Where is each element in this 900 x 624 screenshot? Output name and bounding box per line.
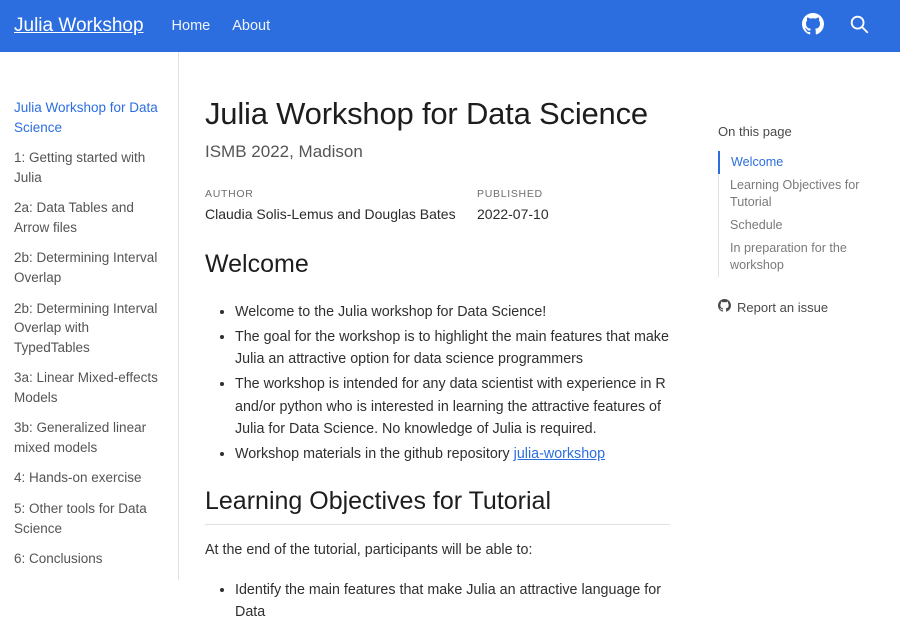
sidebar-item-determining-interval-overlap[interactable]: 2b: Determining Interval Overlap [14,250,158,285]
sidebar-item-generalized-linear-mixed-models[interactable]: 3b: Generalized linear mixed models [14,420,147,455]
list-item: • The goal for the workshop is to highlight the main features that make Julia an attractive option for data science programmers [235,326,670,370]
left-sidebar [0,52,179,580]
nav-links [172,18,271,34]
nav-link-home[interactable]: Home [171,18,211,34]
meta-published-value: 2022-07-10 [477,206,549,222]
nav-link-about[interactable]: About [232,18,271,34]
toc-list [718,151,882,277]
github-icon[interactable] [802,13,824,40]
sidebar-item-other-tools-for-data-science[interactable]: 5: Other tools for Data Science [14,501,147,536]
github-mark-icon [718,299,731,315]
search-icon[interactable] [848,13,870,40]
page-title: Julia Workshop for Data Science [205,96,648,131]
toc-title: On this page [718,124,792,139]
nav-right-icons [802,13,886,40]
sidebar-item-determining-interval-overlap-typedtables[interactable]: 2b: Determining Interval Overlap with TypedTables [14,300,158,355]
sidebar-item-data-tables-and-arrow-files[interactable]: 2a: Data Tables and Arrow files [14,200,134,235]
meta-published-label: PUBLISHED [477,188,543,200]
repo-bullet-text: Workshop materials in the github repository [235,445,514,462]
meta-author-label: AUTHOR [205,188,254,200]
sidebar-item-linear-mixed-effects-models[interactable]: 3a: Linear Mixed-effects Models [14,370,158,405]
meta-published [477,188,549,222]
list-item-with-link [235,443,670,465]
julia-workshop-repo-link[interactable]: julia-workshop [513,445,606,462]
welcome-bullet-list [205,301,670,465]
brand-link[interactable]: Julia Workshop [14,15,144,36]
page-layout [0,52,900,621]
objectives-bullet-list [205,579,670,623]
meta-author [205,188,477,222]
section-heading-welcome: Welcome [205,250,309,278]
report-an-issue-label: Report an issue [737,299,829,315]
sidebar-item-conclusions[interactable]: 6: Conclusions [14,551,103,567]
list-item: • Welcome to the Julia workshop for Data Science! [235,301,670,323]
toc-item-in-preparation-for-the-workshop[interactable]: In preparation for the workshop [730,241,847,272]
toc-item-learning-objectives-for-tutorial[interactable]: Learning Objectives for Tutorial [730,178,860,209]
list-item: • The workshop is intended for any data scientist with experience in R and/or python who is interested in learning the attractive features of Julia for Data Science. No knowledge of Julia is required. [235,373,670,439]
document-meta [205,188,670,222]
toc-item-welcome[interactable]: Welcome [718,151,882,174]
sidebar-item-julia-workshop-for-data-science[interactable]: Julia Workshop for Data Science [14,100,158,135]
main-content [179,52,700,621]
sidebar-item-hands-on-exercise[interactable]: 4: Hands-on exercise [14,470,142,486]
page-subtitle: ISMB 2022, Madison [205,142,363,161]
objectives-intro: At the end of the tutorial, participants will be able to: [205,542,533,559]
sidebar-item-getting-started-with-julia[interactable]: 1: Getting started with Julia [14,150,146,185]
section-heading-learning-objectives: Learning Objectives for Tutorial [205,487,670,525]
list-item: • Identify the main features that make Julia an attractive language for Data [235,579,670,623]
report-an-issue-link[interactable] [718,299,882,315]
toc-item-schedule[interactable]: Schedule [730,218,783,232]
on-this-page-toc [700,52,900,580]
meta-author-value: Claudia Solis-Lemus and Douglas Bates [205,206,456,222]
top-navbar [0,0,900,52]
